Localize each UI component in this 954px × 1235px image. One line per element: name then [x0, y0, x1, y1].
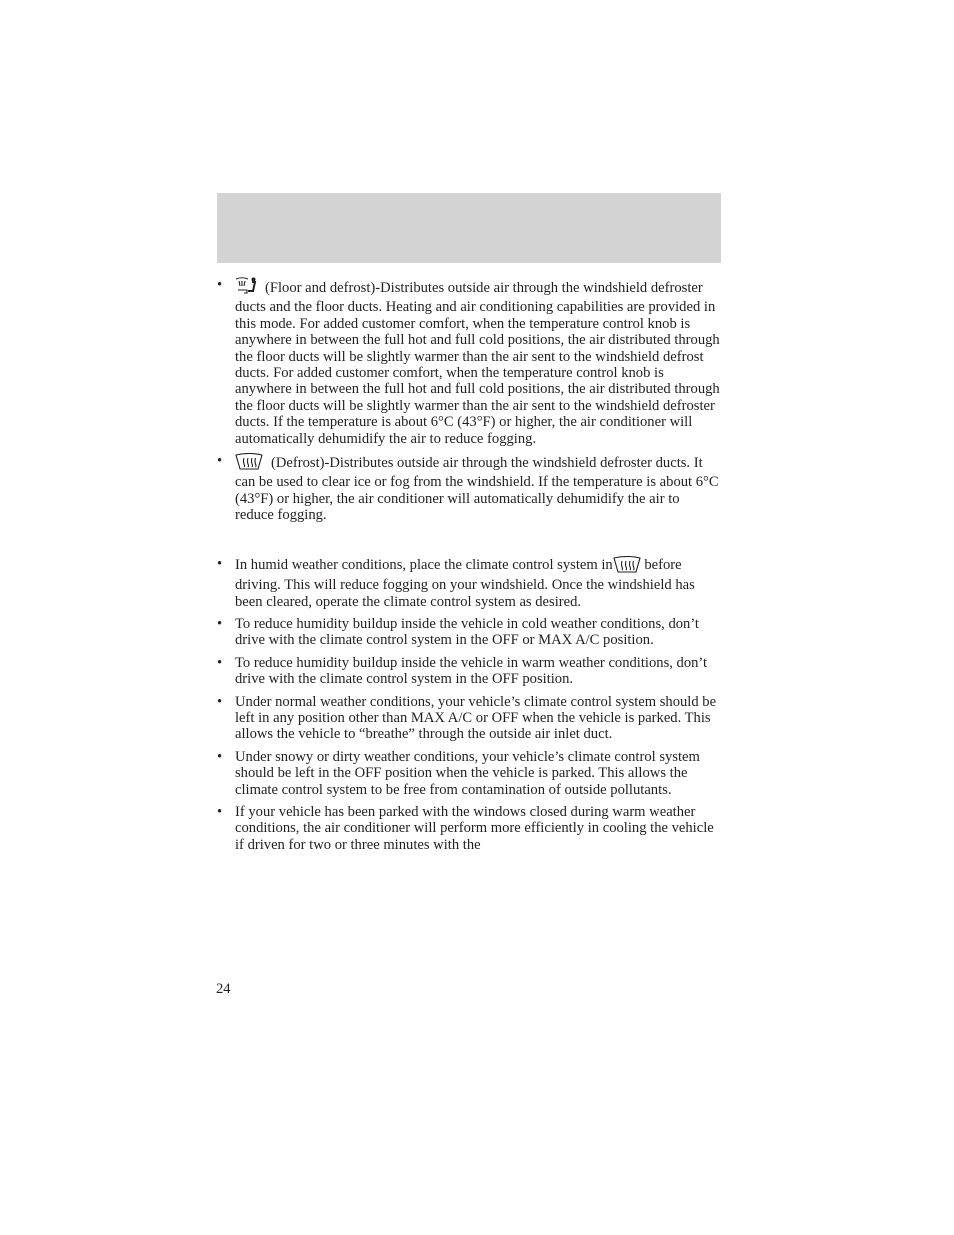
bullet: • [217, 555, 223, 572]
bullet: • [217, 453, 223, 470]
mode-item-floor-defrost [217, 277, 721, 447]
tip-text: To reduce humidity buildup inside the vehicle in cold weather conditions, don’t drive with the climate control system in the OFF or MAX A/C position. [235, 615, 699, 649]
defrost-icon [235, 453, 263, 474]
bullet: • [217, 654, 223, 671]
page-number: 24 [216, 981, 231, 997]
bullet: • [217, 748, 223, 765]
bullet: • [217, 615, 223, 632]
tip-text: To reduce humidity buildup inside the vehicle in warm weather conditions, don’t drive with the climate control system in the OFF position. [235, 654, 708, 688]
manual-body [217, 277, 721, 853]
tip-item [217, 749, 721, 798]
mode-item-text: (Defrost)-Distributes outside air through the windshield defroster ducts. It can be used to clear ice or fog from the windshield. If the temperature is about 6°C (43°F) or higher, the air conditioner will automatically dehumidify the air to reduce fogging. [235, 455, 719, 524]
bullet: • [217, 277, 223, 293]
tip-text: Under snowy or dirty weather conditions, your vehicle’s climate control system should be left in the OFF position when the vehicle is parked. This allows the climate control system to be free from contamination of outside pollutants. [235, 748, 700, 798]
floor-defrost-icon [235, 277, 257, 299]
tip-item-humid [217, 556, 721, 610]
tip-item [217, 694, 721, 743]
tip-text: before driving. This will reduce fogging on your windshield. Once the windshield has been cleared, operate the climate control system as desired. [235, 556, 695, 610]
bullet: • [217, 803, 223, 820]
section-header-band [217, 193, 721, 263]
tip-text: If your vehicle has been parked with the windows closed during warm weather conditions, the air conditioner will perform more efficiently in cooling the vehicle if driven for two or three minutes with the [235, 803, 714, 853]
bullet: • [217, 693, 223, 710]
tip-text: Under normal weather conditions, your vehicle’s climate control system should be left in any position other than MAX A/C or OFF when the vehicle is parked. This allows the vehicle to “breathe” through the outside air inlet duct. [235, 693, 717, 743]
tip-item [217, 655, 721, 688]
tip-text: In humid weather conditions, place the climate control system in [235, 556, 613, 573]
tip-item [217, 616, 721, 649]
tip-item [217, 804, 721, 853]
mode-item-defrost [217, 453, 721, 524]
tips-list [217, 556, 721, 854]
mode-item-text: (Floor and defrost)-Distributes outside air through the windshield defroster ducts and the floor ducts. Heating and air conditioning capabilities are provided in this mode. For added customer comfort, when the temperature control knob is anywhere in between the full hot and full cold positions, the air distributed through the floor ducts will be slightly warmer than the air sent to the windshield defrost ducts. For added customer comfort, when the temperature control knob is anywhere in between the full hot and full cold positions, the air distributed through the floor ducts will be slightly warmer than the air sent to the windshield defroster ducts. If the temperature is about 6°C (43°F) or higher, the air conditioner will automatically dehumidify the air to reduce fogging. [235, 280, 720, 447]
defrost-icon [613, 556, 641, 577]
